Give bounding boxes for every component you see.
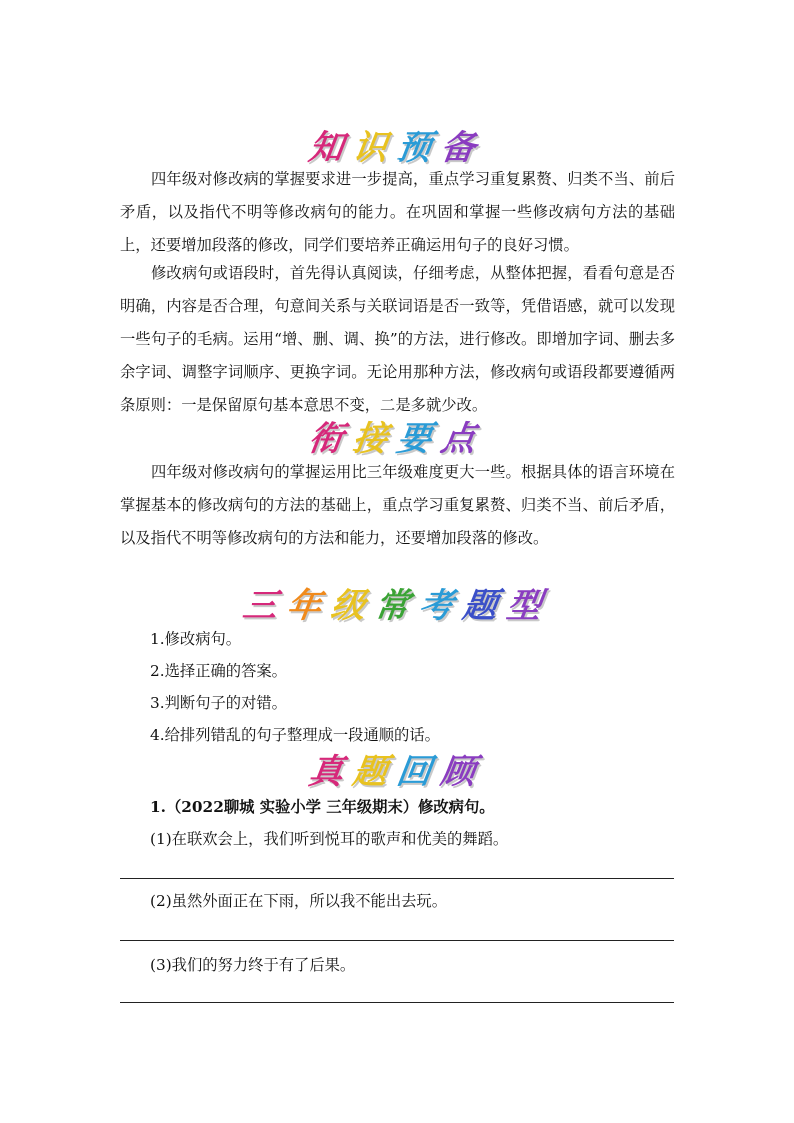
paragraph-knowledge-2: 修改病句或语段时，首先得认真阅读，仔细考虑，从整体把握，看看句意是否明确，内容是否合理，句意间关系与关联词语是否一致等，凭借语感，就可以发现一些句子的毛病。运用“增、删、调、换”的方法，进行修改。即增加字词、删去多余字词、调整字词顺序、更换字词。无论用那种方法，修改病句或语段都要遵循两条原则：一是保留原句基本意思不变，二是多就少改。 <box>120 264 675 414</box>
heading-char: 真 <box>306 752 356 792</box>
heading-char: 衔 <box>306 419 356 459</box>
heading-char: 常 <box>372 586 422 626</box>
heading-char: 点 <box>438 419 488 459</box>
list-item: 1.修改病句。 <box>150 630 242 648</box>
heading-knowledge-prep <box>0 128 794 168</box>
question-title: 1.（2022聊城 实验小学 三年级期末）修改病句。 <box>150 798 495 816</box>
heading-connection-points <box>0 419 794 459</box>
list-item: 2.选择正确的答案。 <box>150 662 287 680</box>
heading-char: 题 <box>350 752 400 792</box>
heading-char: 预 <box>394 128 444 168</box>
heading-past-exam-review <box>0 752 794 792</box>
heading-char: 型 <box>504 586 554 626</box>
heading-char: 年 <box>284 586 334 626</box>
heading-char: 知 <box>306 128 356 168</box>
sub-question: (1)在联欢会上，我们听到悦耳的歌声和优美的舞蹈。 <box>150 830 509 848</box>
heading-char: 顾 <box>438 752 488 792</box>
sub-question: (2)虽然外面正在下雨，所以我不能出去玩。 <box>150 892 448 910</box>
heading-char: 级 <box>328 586 378 626</box>
heading-char: 考 <box>416 586 466 626</box>
list-item: 4.给排列错乱的句子整理成一段通顺的话。 <box>150 726 440 744</box>
heading-common-question-types <box>0 586 794 626</box>
paragraph-connection-1: 四年级对修改病句的掌握运用比三年级难度更大一些。根据具体的语言环境在掌握基本的修改病句的方法的基础上，重点学习重复累赘、归类不当、前后矛盾，以及指代不明等修改病句的方法和能力，还要增加段落的修改。 <box>120 463 675 547</box>
heading-char: 识 <box>350 128 400 168</box>
list-item: 3.判断句子的对错。 <box>150 694 287 712</box>
answer-line[interactable] <box>120 940 674 941</box>
heading-char: 题 <box>460 586 510 626</box>
sub-question: (3)我们的努力终于有了后果。 <box>150 956 356 974</box>
heading-char: 三 <box>240 586 290 626</box>
heading-char: 接 <box>350 419 400 459</box>
answer-line[interactable] <box>120 878 674 879</box>
paragraph-knowledge-1: 四年级对修改病的掌握要求进一步提高，重点学习重复累赘、归类不当、前后矛盾，以及指代不明等修改病句的能力。在巩固和掌握一些修改病句方法的基础上，还要增加段落的修改，同学们要培养正确运用句子的良好习惯。 <box>120 170 675 254</box>
answer-line[interactable] <box>120 1002 674 1003</box>
heading-char: 回 <box>394 752 444 792</box>
heading-char: 要 <box>394 419 444 459</box>
heading-char: 备 <box>438 128 488 168</box>
